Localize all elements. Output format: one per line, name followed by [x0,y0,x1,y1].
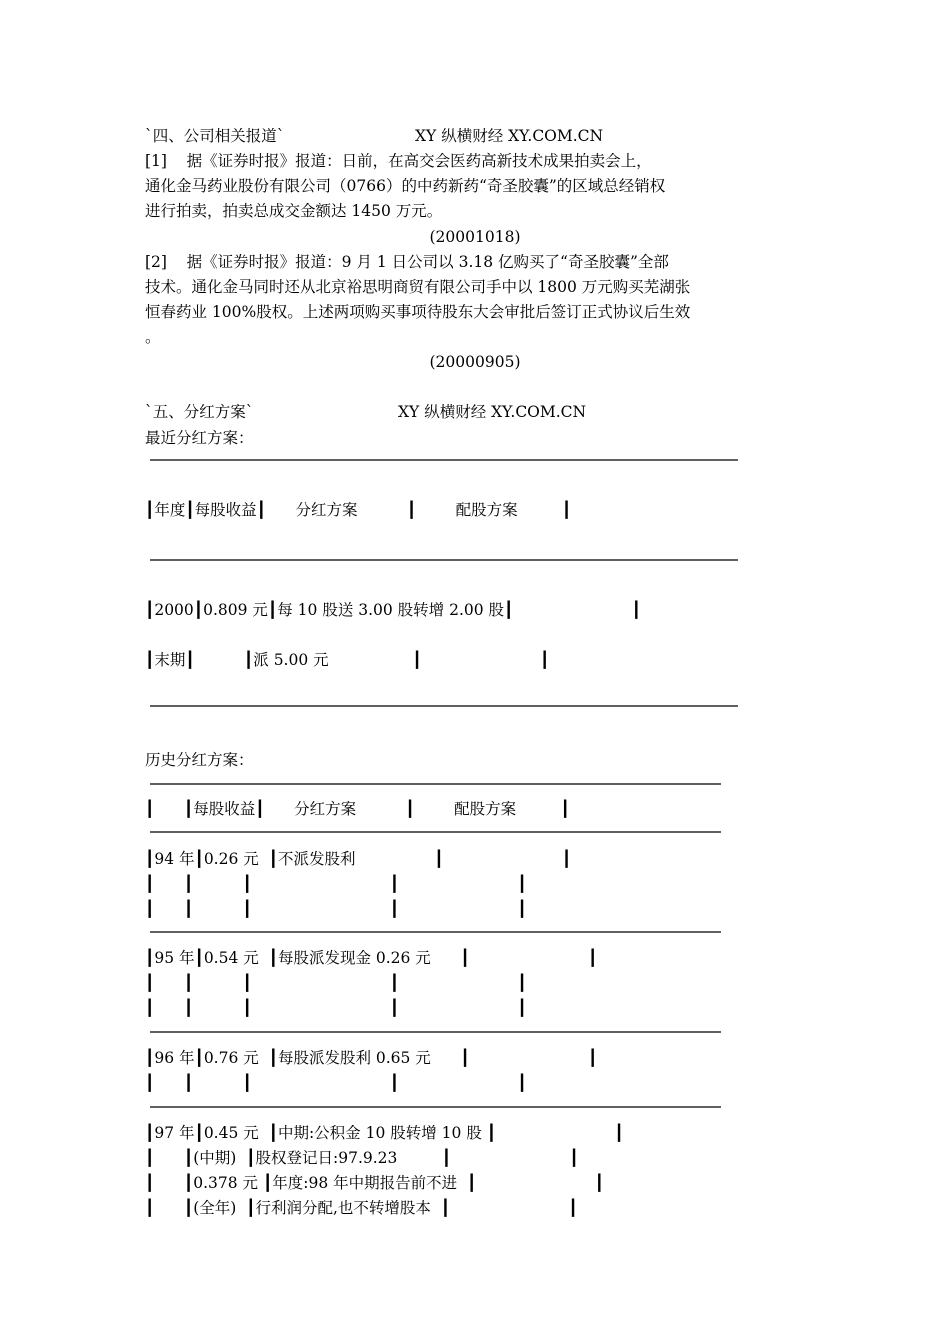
history-table-row: ┃ ┃ ┃ ┃ ┃ [145,999,527,1017]
history-dividend-label: 历史分红方案： [145,751,254,769]
news2-line4: 。 [145,328,161,346]
history-table-row: ┃ ┃0.378 元 ┃年度:98 年中期报告前不进 ┃ ┃ [145,1174,604,1192]
history-table-row: ┃97 年┃0.45 元 ┃中期:公积金 10 股转增 10 股 ┃ ┃ [145,1124,624,1142]
history-table-row: ┃ ┃ ┃ ┃ ┃ [145,1074,527,1092]
recent-table-header: ┃年度┃每股收益┃ 分红方案 ┃ 配股方案 ┃ [145,501,572,519]
history-table-row: ┃ ┃ ┃ ┃ ┃ [145,900,527,918]
history-table-row: ┃ ┃ ┃ ┃ ┃ [145,974,527,992]
news2-line1: [2] 据《证券时报》报道：9 月 1 日公司以 3.18 亿购买了“奇圣胶囊”全部 [145,253,669,271]
news1-line1: [1] 据《证券时报》报道：日前，在高交会医药高新技术成果拍卖会上， [145,152,652,170]
news1-line3: 进行拍卖，拍卖总成交金额达 1450 万元。 [145,202,443,220]
section4-site-label: XY 纵横财经 XY.COM.CN [415,127,604,145]
news2-date: (20000905) [429,353,521,371]
news2-line3: 恒春药业 100%股权。上述两项购买事项待股东大会审批后签订正式协议后生效 [145,303,691,321]
section5-site-label: XY 纵横财经 XY.COM.CN [398,403,587,421]
recent-table-row: ┃末期┃ ┃派 5.00 元 ┃ ┃ [145,651,550,669]
section5-heading: `五、分红方案` [145,403,254,421]
history-table-row: ┃ ┃(全年) ┃行利润分配,也不转增股本 ┃ ┃ [145,1199,578,1217]
history-table-row: ┃95 年┃0.54 元 ┃每股派发现金 0.26 元 ┃ ┃ [145,949,598,967]
section4-heading: `四、公司相关报道` [145,127,285,145]
history-table-row: ┃ ┃ ┃ ┃ ┃ [145,875,527,893]
news2-line2: 技术。通化金马同时还从北京裕思明商贸有限公司手中以 1800 万元购买芜湖张 [145,278,691,296]
history-table-row: ┃96 年┃0.76 元 ┃每股派发股利 0.65 元 ┃ ┃ [145,1049,598,1067]
history-table-header: ┃ ┃每股收益┃ 分红方案 ┃ 配股方案 ┃ [145,800,570,818]
news1-line2: 通化金马药业股份有限公司（0766）的中药新药“奇圣胶囊”的区域总经销权 [145,177,666,195]
news1-date: (20001018) [429,228,521,246]
history-table-row: ┃94 年┃0.26 元 ┃不派发股利 ┃ ┃ [145,850,572,868]
recent-dividend-label: 最近分红方案： [145,429,254,447]
history-table-row: ┃ ┃(中期) ┃股权登记日:97.9.23 ┃ ┃ [145,1149,579,1167]
recent-table-row: ┃2000┃0.809 元┃每 10 股送 3.00 股转增 2.00 股┃ ┃ [145,601,641,619]
